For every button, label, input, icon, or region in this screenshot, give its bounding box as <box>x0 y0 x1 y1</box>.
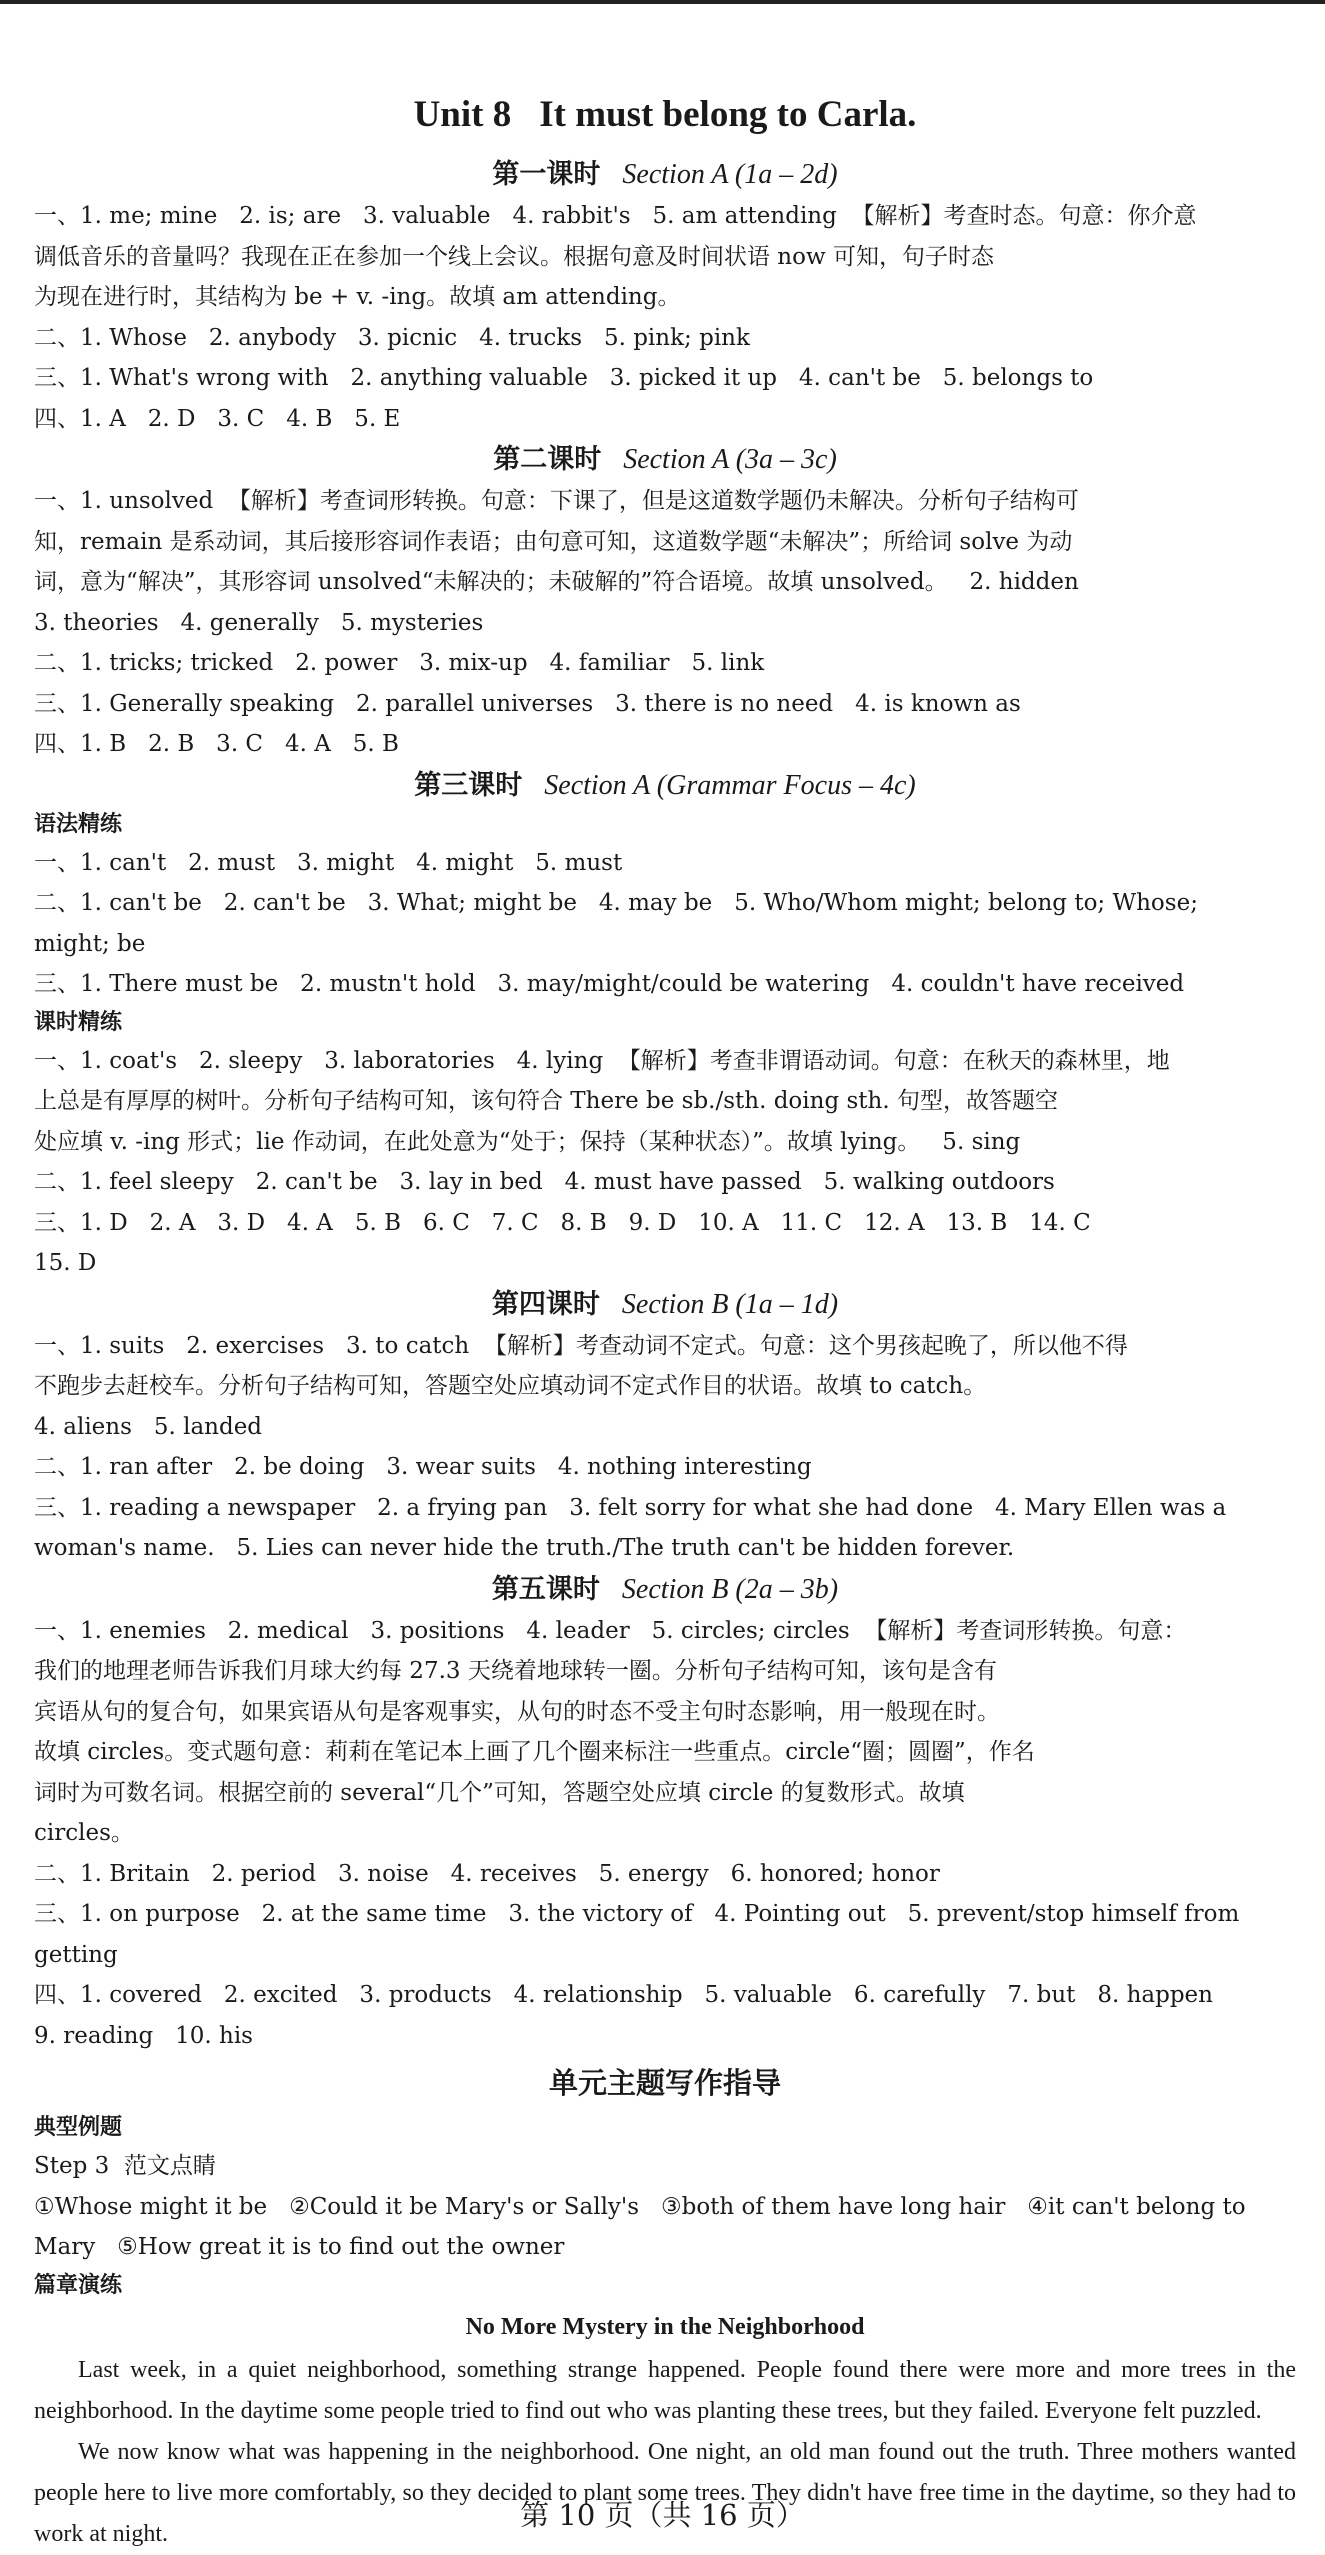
answer-line: 三、1. reading a newspaper 2. a frying pan 3. felt sorry for what she had done 4. Mary Ellen was a <box>34 1494 1227 1521</box>
answer-line: getting <box>34 1941 118 1968</box>
lesson-section: Section A (3a – 3c) <box>623 444 837 475</box>
answer-line: 词时为可数名词。根据空前的 several“几个”可知，答题空处应填 circle 的复数形式。故填 <box>34 1779 965 1806</box>
essay-title: No More Mystery in the Neighborhood <box>465 2313 865 2340</box>
lesson-section: Section B (2a – 3b) <box>621 1573 839 1605</box>
lesson-5-heading <box>34 1569 1296 1611</box>
answer-line: 三、1. Generally speaking 2. parallel universes 3. there is no need 4. is known as <box>34 690 1021 717</box>
answer-line: woman's name. 5. Lies can never hide the truth./The truth can't be hidden forever. <box>34 1535 1015 1561</box>
lesson-label: 第二课时 <box>493 444 602 475</box>
answer-line: 不跑步去赶校车。分析句子结构可知，答题空处应填动词不定式作目的状语。故填 to catch。 <box>34 1373 987 1399</box>
answer-line: 一、1. coat's 2. sleepy 3. laboratories 4. lying 【解析】考查非谓语动词。句意：在秋天的森林里，地 <box>34 1047 1170 1074</box>
answer-line: 四、1. covered 2. excited 3. products 4. relationship 5. valuable 6. carefully 7. but 8. happen <box>34 1982 1213 2008</box>
answer-line: 四、1. B 2. B 3. C 4. A 5. B <box>34 731 399 757</box>
answer-line: 故填 circles。变式题句意：莉莉在笔记本上画了几个圈来标注一些重点。circle“圈；圆圈”，作名 <box>34 1739 1035 1765</box>
answer-line: 四、1. A 2. D 3. C 4. B 5. E <box>34 405 401 432</box>
essay-paragraph: We now know what was happening in the neighborhood. One night, an old man found out the truth. Three mothers wanted people here to live more comfortably, so they decided to plant some trees. They didn't have free time in the daytime, so they had to work at night. <box>34 2438 1296 2547</box>
answer-page <box>34 92 1296 2555</box>
lesson-label: 第三课时 <box>414 769 523 801</box>
lesson-2-answers <box>34 481 1296 765</box>
top-rule <box>0 0 1325 4</box>
subsection-heading: 课时精练 <box>34 1009 123 1035</box>
answer-line: 二、1. Britain 2. period 3. noise 4. receives 5. energy 6. honored; honor <box>34 1860 940 1887</box>
answer-line: 二、1. can't be 2. can't be 3. What; might be 4. may be 5. Who/Whom might; belong to; Whose; <box>34 890 1198 916</box>
answer-line: 一、1. suits 2. exercises 3. to catch 【解析】考查动词不定式。句意：这个男孩起晚了，所以他不得 <box>34 1332 1128 1359</box>
answer-line: 为现在进行时，其结构为 be + v. -ing。故填 am attending。 <box>34 284 681 310</box>
step-label: Step 3 范文点睛 <box>34 2153 216 2179</box>
answer-line: 三、1. There must be 2. mustn't hold 3. may/might/could be watering 4. couldn't have received <box>34 971 1185 997</box>
lesson-section: Section A (1a – 2d) <box>622 159 838 190</box>
answer-line: 三、1. What's wrong with 2. anything valuable 3. picked it up 4. can't be 5. belongs to <box>34 365 1094 391</box>
answer-line: 一、1. unsolved 【解析】考查词形转换。句意：下课了，但是这道数学题仍未解决。分析句子结构可 <box>34 488 1079 514</box>
answer-line: 二、1. feel sleepy 2. can't be 3. lay in bed 4. must have passed 5. walking outdoors <box>34 1169 1055 1195</box>
writing-section-title: 单元主题写作指导 <box>548 2066 781 2100</box>
unit-title <box>34 92 1296 138</box>
lesson-3-grammar-answers <box>34 843 1296 1005</box>
answer-line: 词，意为“解决”，其形容词 unsolved“未解决的；未破解的”符合语境。故填 unsolved。 2. hidden <box>34 569 1079 595</box>
answer-line: 三、1. on purpose 2. at the same time 3. the victory of 4. Pointing out 5. prevent/stop himself from <box>34 1901 1240 1927</box>
lesson-4-answers <box>34 1326 1296 1569</box>
answer-line: 二、1. Whose 2. anybody 3. picnic 4. trucks 5. pink; pink <box>34 324 750 351</box>
lesson-1-heading <box>34 154 1296 196</box>
unit-sentence: It must belong to Carla. <box>539 94 917 135</box>
lesson-label: 第一课时 <box>492 159 601 190</box>
answer-line: 处应填 v. -ing 形式；lie 作动词，在此处意为“处于；保持（某种状态）”。故填 lying。 5. sing <box>34 1128 1021 1155</box>
essay-paragraph: Last week, in a quiet neighborhood, something strange happened. People found there were more and more trees in the neighborhood. In the daytime some people tried to find out who was planting these trees, but they failed. Everyone felt puzzled. <box>34 2356 1296 2424</box>
lesson-section: Section B (1a – 1d) <box>621 1288 839 1320</box>
subsection-heading: 篇章演练 <box>34 2272 123 2298</box>
lesson-label: 第五课时 <box>491 1573 600 1605</box>
answer-line: ①Whose might it be ②Could it be Mary's or Sally's ③both of them have long hair ④it can't belong to <box>34 2193 1246 2220</box>
lesson-4-heading <box>34 1284 1296 1326</box>
page-number: 第 10 页（共 16 页） <box>520 2498 805 2532</box>
answer-line: 一、1. me; mine 2. is; are 3. valuable 4. rabbit's 5. am attending 【解析】考查时态。句意：你介意 <box>34 203 1197 229</box>
unit-number: Unit 8 <box>413 94 512 135</box>
answer-line: Mary ⑤How great it is to find out the owner <box>34 2234 565 2260</box>
answer-line: 3. theories 4. generally 5. mysteries <box>34 609 484 636</box>
lesson-5-answers <box>34 1611 1296 2057</box>
answer-line: 知，remain 是系动词，其后接形容词作表语；由句意可知，这道数学题“未解决”；所给词 solve 为动 <box>34 528 1073 555</box>
answer-line: 二、1. tricks; tricked 2. power 3. mix-up 4. familiar 5. link <box>34 650 765 676</box>
subsection-heading: 典型例题 <box>34 2115 123 2140</box>
answer-line: 二、1. ran after 2. be doing 3. wear suits 4. nothing interesting <box>34 1454 812 1480</box>
answer-line: 我们的地理老师告诉我们月球大约每 27.3 天绕着地球转一圈。分析句子结构可知，该句是含有 <box>34 1658 997 1684</box>
answer-line: 一、1. can't 2. must 3. might 4. might 5. must <box>34 849 623 876</box>
answer-line: 一、1. enemies 2. medical 3. positions 4. leader 5. circles; circles 【解析】考查词形转换。句意： <box>34 1617 1187 1644</box>
subsection-heading: 语法精练 <box>34 811 123 837</box>
lesson-1-answers <box>34 196 1296 439</box>
answer-line: might; be <box>34 930 146 957</box>
lesson-2-heading <box>34 439 1296 481</box>
answer-line: 4. aliens 5. landed <box>34 1413 263 1440</box>
answer-line: 15. D <box>34 1250 97 1276</box>
answer-line: circles。 <box>34 1820 134 1846</box>
answer-line: 上总是有厚厚的树叶。分析句子结构可知，该句符合 There be sb./sth. doing sth. 句型，故答题空 <box>34 1088 1058 1114</box>
answer-line: 9. reading 10. his <box>34 2022 253 2049</box>
lesson-3-practice-answers <box>34 1041 1296 1284</box>
answer-line: 三、1. D 2. A 3. D 4. A 5. B 6. C 7. C 8. B 9. D 10. A 11. C 12. A 13. B 14. C <box>34 1209 1091 1236</box>
answer-line: 宾语从句的复合句，如果宾语从句是客观事实，从句的时态不受主句时态影响，用一般现在时。 <box>34 1698 1000 1725</box>
answer-line: 调低音乐的音量吗？我现在正在参加一个线上会议。根据句意及时间状语 now 可知，句子时态 <box>34 243 994 270</box>
lesson-section: Section A (Grammar Focus – 4c) <box>544 769 916 801</box>
lesson-3-heading <box>34 765 1296 807</box>
lesson-label: 第四课时 <box>491 1288 600 1320</box>
